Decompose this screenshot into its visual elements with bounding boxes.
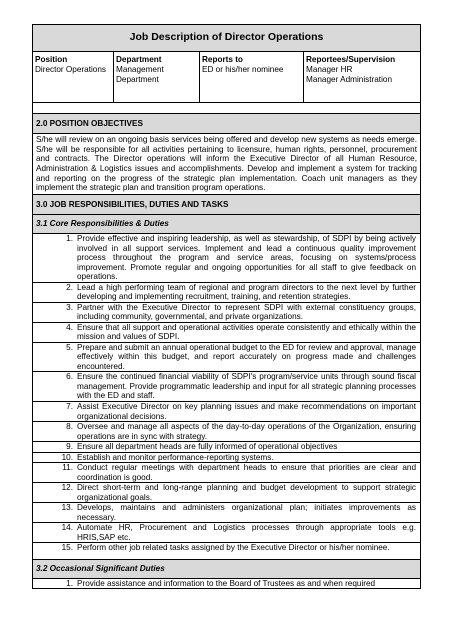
item-number: 4. bbox=[66, 322, 73, 332]
list-item bbox=[33, 483, 420, 503]
reports-to-value: ED or his/her nominee bbox=[202, 65, 284, 75]
item-text: Perform other job related tasks assigned by the Executive Director or his/her nominee. bbox=[77, 543, 390, 553]
item-text: Ensure the continued financial viability of SDPI's program/service units through sound fiscal management. Provide programmatic leadership and input for all strategic planning processes with the ED and staff. bbox=[77, 372, 416, 401]
subsection-heading-occasional: 3.2 Occasional Significant Duties bbox=[33, 559, 420, 579]
reports-to-header: Reports to bbox=[202, 54, 243, 64]
item-number: 12. bbox=[61, 483, 73, 493]
reports-to-column bbox=[200, 52, 304, 102]
occasional-duties-list bbox=[33, 579, 420, 589]
item-number: 9. bbox=[66, 442, 73, 452]
item-number: 13. bbox=[61, 503, 73, 513]
list-item bbox=[33, 503, 420, 523]
item-number: 1. bbox=[66, 234, 73, 244]
list-item bbox=[33, 303, 420, 323]
item-number: 6. bbox=[66, 372, 73, 382]
list-item bbox=[33, 579, 420, 589]
position-info-row bbox=[33, 52, 420, 103]
item-text: Direct short-term and long-range planning and budget development to support strategic organizational goals. bbox=[77, 483, 416, 502]
list-item bbox=[33, 453, 420, 464]
department-header: Department bbox=[116, 54, 162, 64]
document-title: Job Description of Director Operations bbox=[33, 25, 420, 52]
job-description-table bbox=[32, 24, 421, 589]
item-text: Automate HR, Procurement and Logistics processes through appropriate tools e.g. HRIS,SAP etc. bbox=[77, 523, 416, 542]
department-value-line2: Department bbox=[116, 75, 159, 85]
item-text: Partner with the Executive Director to represent SDPI with external constituency groups, including community, governmental, and private organizations. bbox=[77, 302, 416, 322]
list-item bbox=[33, 372, 420, 402]
list-item bbox=[33, 442, 420, 453]
item-number: 14. bbox=[61, 523, 73, 533]
reportees-column bbox=[304, 52, 420, 102]
subsection-heading-core: 3.1 Core Responsibilities & Duties bbox=[33, 215, 420, 234]
section-heading-objectives: 2.0 POSITION OBJECTIVES bbox=[33, 113, 420, 135]
list-item bbox=[33, 343, 420, 373]
reportees-value-line1: Manager HR bbox=[306, 65, 353, 75]
item-number: 2. bbox=[66, 282, 73, 292]
item-number: 7. bbox=[66, 401, 73, 411]
item-number: 10. bbox=[61, 452, 73, 462]
list-item bbox=[33, 323, 420, 343]
list-item bbox=[33, 543, 420, 553]
item-text: Prepare and submit an annual operational budget to the ED for review and approval, manage effectively within this budget, and report accurately on progress made and challenges encountered. bbox=[77, 342, 416, 371]
item-text: Ensure all department heads are fully informed of operational objectives bbox=[77, 442, 338, 452]
position-value: Director Operations bbox=[35, 65, 106, 75]
list-item bbox=[33, 402, 420, 422]
item-text: Provide effective and inspiring leadership, as well as stewardship, of SDPI by being actively involved in all support services. Implement and lead a continuous quality improvement process throughout the program and service areas, focusing on systems/process improvement. Promote regular and ongoing opportunities for all staff to give feedback on operations. bbox=[77, 234, 416, 282]
list-item bbox=[33, 422, 420, 442]
item-text: Assist Executive Director on key planning issues and make recommendations on important organizational decisions. bbox=[77, 401, 416, 421]
reportees-value-line2: Manager Administration bbox=[306, 75, 393, 85]
item-text: Establish and monitor performance-reporting systems. bbox=[77, 452, 274, 462]
item-number: 15. bbox=[61, 543, 73, 553]
item-number: 3. bbox=[66, 302, 73, 312]
reportees-header: Reportees/Supervision bbox=[306, 54, 396, 64]
item-number: 1. bbox=[66, 578, 73, 588]
department-column bbox=[114, 52, 200, 102]
item-number: 5. bbox=[66, 342, 73, 352]
position-header: Position bbox=[35, 54, 68, 64]
item-text: Ensure that all support and operational activities operate consistently and ethically within the mission and values of SDPI. bbox=[77, 322, 416, 342]
item-number: 8. bbox=[66, 422, 73, 432]
core-duties-list bbox=[33, 234, 420, 553]
item-text: Oversee and manage all aspects of the day-to-day operations of the Organization, ensuring operations are in sync with strategy. bbox=[77, 422, 416, 441]
objectives-paragraph: S/he will review on an ongoing basis services being offered and develop new systems as needs emerge. S/he will be responsible for all activities pertaining to licensure, human rights, personnel, procurement and contracts. The Director operations will inform the Executive Director of all Human Resource, Administration & Logistics issues and accomplishments. Develop and implement a system for tracking and reporting on the progress of the strategic plan implementation. Coach unit managers as they implement the strategic plan and transition program operations. bbox=[33, 134, 420, 194]
item-text: Conduct regular meetings with department heads to ensure that priorities are clear and coordination is good. bbox=[77, 463, 416, 482]
list-item bbox=[33, 523, 420, 543]
item-number: 11. bbox=[62, 463, 73, 473]
item-text: Lead a high performing team of regional and program directors to the next level by further developing and implementing recruitment, training, and retention strategies. bbox=[77, 282, 416, 302]
list-item bbox=[33, 283, 420, 303]
list-item bbox=[33, 234, 420, 283]
section-heading-responsibilities: 3.0 JOB RESPONSIBILITIES, DUTIES AND TASKS bbox=[33, 195, 420, 216]
item-text: Develops, maintains and administers organizational plan; initiates improvements as necessary. bbox=[77, 503, 416, 522]
position-column bbox=[33, 52, 114, 102]
list-item bbox=[33, 463, 420, 483]
spacer bbox=[33, 103, 420, 113]
item-text: Provide assistance and information to the Board of Trustees as and when required bbox=[77, 578, 376, 588]
department-value-line1: Management bbox=[116, 65, 164, 75]
